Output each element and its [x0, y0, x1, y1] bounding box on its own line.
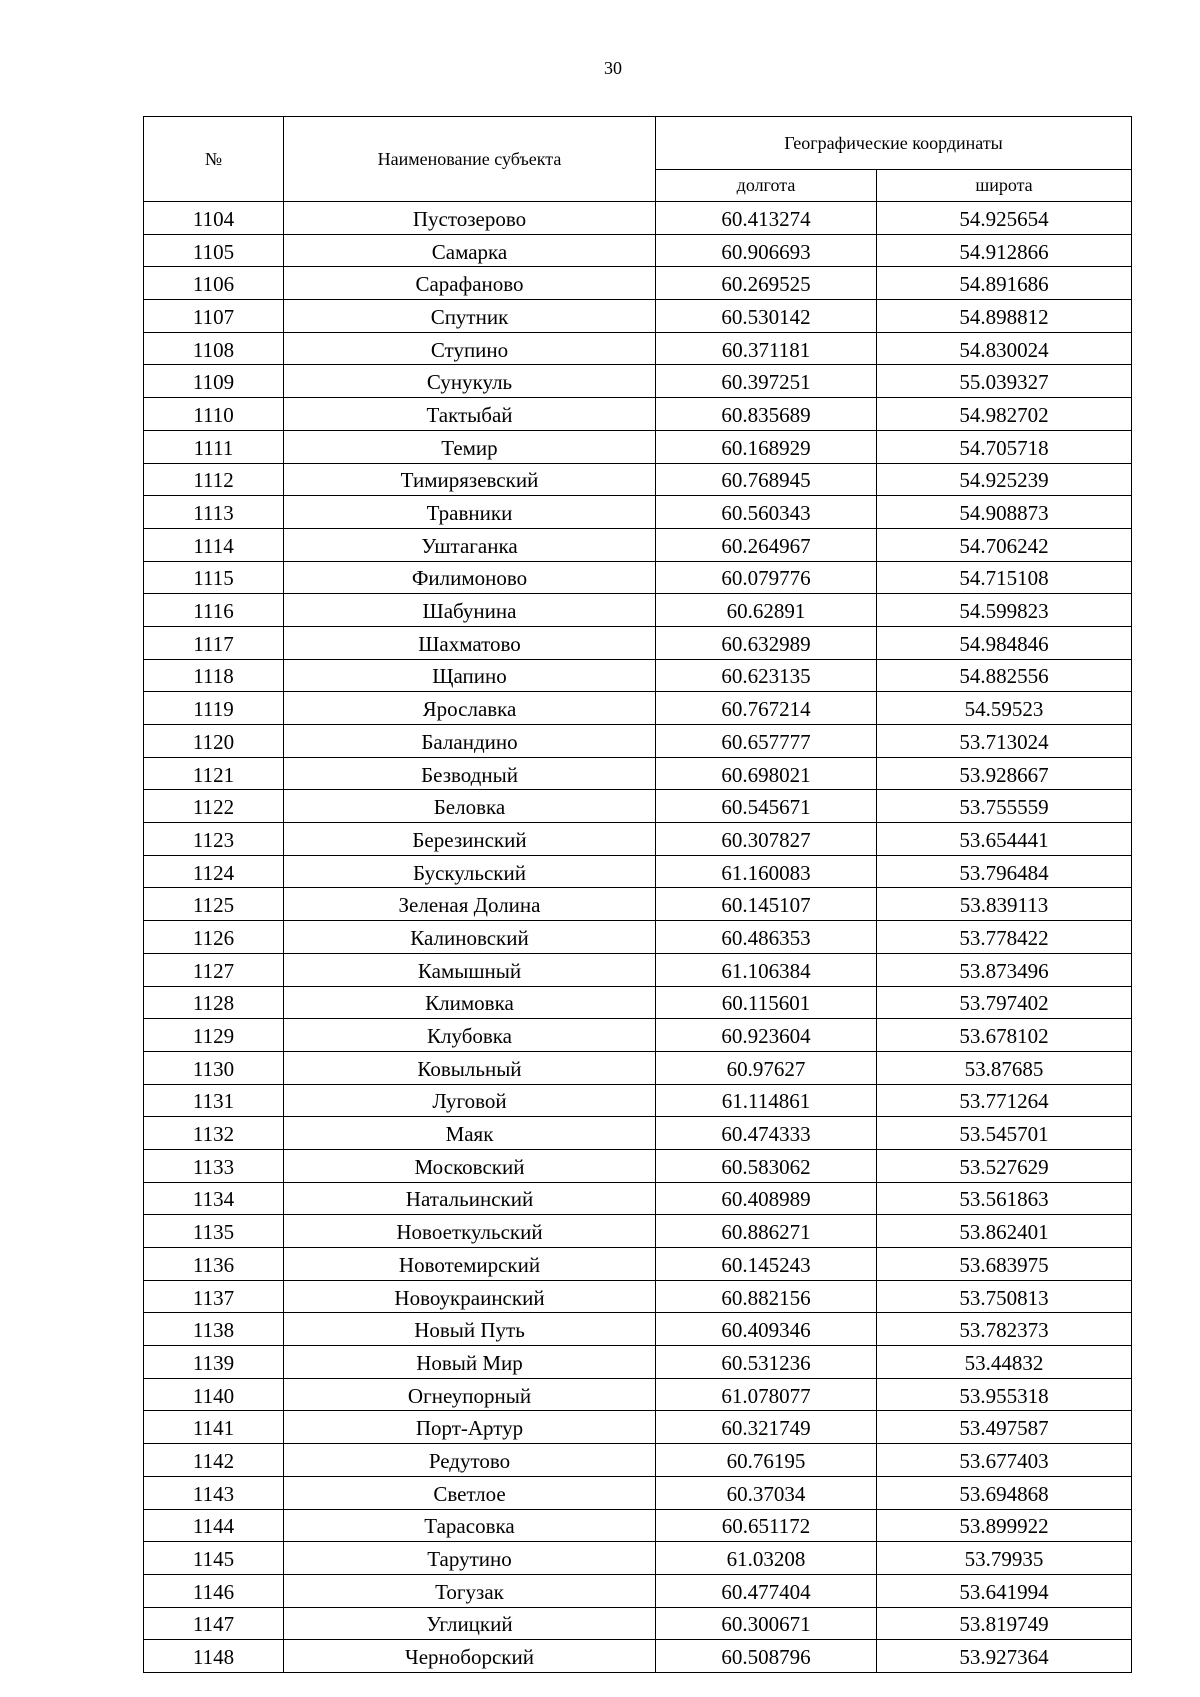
table-row: [144, 300, 1132, 333]
latitude-value: 53.44832: [877, 1346, 1132, 1379]
header-longitude: долгота: [656, 170, 877, 202]
row-number: 1104: [144, 202, 284, 235]
subject-name: Камышный: [284, 953, 656, 986]
longitude-value: 60.079776: [656, 561, 877, 594]
subject-name: Редутово: [284, 1444, 656, 1477]
subject-name: Маяк: [284, 1117, 656, 1150]
latitude-value: 54.706242: [877, 528, 1132, 561]
row-number: 1131: [144, 1084, 284, 1117]
longitude-value: 60.145243: [656, 1248, 877, 1281]
table-row: [144, 855, 1132, 888]
subject-name: Порт-Артур: [284, 1411, 656, 1444]
subject-name: Пустозерово: [284, 202, 656, 235]
table-body: [144, 202, 1132, 1673]
row-number: 1128: [144, 986, 284, 1019]
table-row: [144, 888, 1132, 921]
table-row: [144, 332, 1132, 365]
latitude-value: 54.891686: [877, 267, 1132, 300]
table-row: [144, 594, 1132, 627]
subject-name: Луговой: [284, 1084, 656, 1117]
subject-name: Тактыбай: [284, 398, 656, 431]
subject-name: Тарутино: [284, 1542, 656, 1575]
row-number: 1114: [144, 528, 284, 561]
latitude-value: 53.545701: [877, 1117, 1132, 1150]
table-row: [144, 1640, 1132, 1673]
header-number: №: [144, 117, 284, 202]
row-number: 1141: [144, 1411, 284, 1444]
row-number: 1145: [144, 1542, 284, 1575]
subject-name: Щапино: [284, 659, 656, 692]
longitude-value: 60.409346: [656, 1313, 877, 1346]
longitude-value: 60.37034: [656, 1476, 877, 1509]
longitude-value: 60.923604: [656, 1019, 877, 1052]
row-number: 1139: [144, 1346, 284, 1379]
latitude-value: 53.678102: [877, 1019, 1132, 1052]
latitude-value: 53.677403: [877, 1444, 1132, 1477]
row-number: 1105: [144, 234, 284, 267]
row-number: 1123: [144, 823, 284, 856]
longitude-value: 60.530142: [656, 300, 877, 333]
table-row: [144, 463, 1132, 496]
subject-name: Клубовка: [284, 1019, 656, 1052]
table-row: [144, 1215, 1132, 1248]
coordinates-table: [143, 116, 1132, 1673]
subject-name: Углицкий: [284, 1607, 656, 1640]
subject-name: Тимирязевский: [284, 463, 656, 496]
subject-name: Березинский: [284, 823, 656, 856]
longitude-value: 60.651172: [656, 1509, 877, 1542]
longitude-value: 60.657777: [656, 725, 877, 758]
longitude-value: 60.397251: [656, 365, 877, 398]
row-number: 1146: [144, 1574, 284, 1607]
subject-name: Шахматово: [284, 626, 656, 659]
latitude-value: 54.912866: [877, 234, 1132, 267]
latitude-value: 53.928667: [877, 757, 1132, 790]
table-row: [144, 1313, 1132, 1346]
latitude-value: 54.982702: [877, 398, 1132, 431]
header-latitude: широта: [877, 170, 1132, 202]
row-number: 1117: [144, 626, 284, 659]
subject-name: Зеленая Долина: [284, 888, 656, 921]
table-header: [144, 117, 1132, 202]
row-number: 1106: [144, 267, 284, 300]
longitude-value: 60.583062: [656, 1149, 877, 1182]
page-number: 30: [604, 58, 622, 78]
latitude-value: 54.925654: [877, 202, 1132, 235]
longitude-value: 60.623135: [656, 659, 877, 692]
header-geo-coordinates: Географические координаты: [656, 117, 1132, 170]
table-row: [144, 757, 1132, 790]
subject-name: Московский: [284, 1149, 656, 1182]
longitude-value: 60.413274: [656, 202, 877, 235]
table-row: [144, 953, 1132, 986]
row-number: 1110: [144, 398, 284, 431]
row-number: 1124: [144, 855, 284, 888]
longitude-value: 60.767214: [656, 692, 877, 725]
latitude-value: 53.79935: [877, 1542, 1132, 1575]
longitude-value: 60.371181: [656, 332, 877, 365]
row-number: 1127: [144, 953, 284, 986]
table-row: [144, 1542, 1132, 1575]
table-row: [144, 626, 1132, 659]
table-row: [144, 1607, 1132, 1640]
subject-name: Черноборский: [284, 1640, 656, 1673]
latitude-value: 53.87685: [877, 1051, 1132, 1084]
latitude-value: 53.771264: [877, 1084, 1132, 1117]
latitude-value: 53.713024: [877, 725, 1132, 758]
row-number: 1142: [144, 1444, 284, 1477]
table-row: [144, 1411, 1132, 1444]
latitude-value: 53.755559: [877, 790, 1132, 823]
subject-name: Сунукуль: [284, 365, 656, 398]
latitude-value: 53.694868: [877, 1476, 1132, 1509]
table-row: [144, 823, 1132, 856]
longitude-value: 61.078077: [656, 1378, 877, 1411]
latitude-value: 53.955318: [877, 1378, 1132, 1411]
subject-name: Новотемирский: [284, 1248, 656, 1281]
longitude-value: 60.264967: [656, 528, 877, 561]
row-number: 1108: [144, 332, 284, 365]
subject-name: Уштаганка: [284, 528, 656, 561]
latitude-value: 53.527629: [877, 1149, 1132, 1182]
row-number: 1112: [144, 463, 284, 496]
row-number: 1135: [144, 1215, 284, 1248]
table-row: [144, 1084, 1132, 1117]
longitude-value: 60.698021: [656, 757, 877, 790]
subject-name: Ковыльный: [284, 1051, 656, 1084]
row-number: 1134: [144, 1182, 284, 1215]
row-number: 1109: [144, 365, 284, 398]
table-row: [144, 267, 1132, 300]
longitude-value: 60.97627: [656, 1051, 877, 1084]
latitude-value: 53.862401: [877, 1215, 1132, 1248]
latitude-value: 54.925239: [877, 463, 1132, 496]
row-number: 1133: [144, 1149, 284, 1182]
longitude-value: 60.768945: [656, 463, 877, 496]
longitude-value: 60.486353: [656, 921, 877, 954]
subject-name: Тарасовка: [284, 1509, 656, 1542]
row-number: 1107: [144, 300, 284, 333]
latitude-value: 53.683975: [877, 1248, 1132, 1281]
subject-name: Беловка: [284, 790, 656, 823]
table-row: [144, 1149, 1132, 1182]
longitude-value: 60.300671: [656, 1607, 877, 1640]
table-row: [144, 1019, 1132, 1052]
table-row: [144, 725, 1132, 758]
table-row: [144, 430, 1132, 463]
table-row: [144, 1182, 1132, 1215]
subject-name: Новоукраинский: [284, 1280, 656, 1313]
longitude-value: 61.114861: [656, 1084, 877, 1117]
subject-name: Сарафаново: [284, 267, 656, 300]
table-row: [144, 1117, 1132, 1150]
latitude-value: 53.778422: [877, 921, 1132, 954]
latitude-value: 55.039327: [877, 365, 1132, 398]
longitude-value: 60.560343: [656, 496, 877, 529]
subject-name: Огнеупорный: [284, 1378, 656, 1411]
row-number: 1113: [144, 496, 284, 529]
subject-name: Шабунина: [284, 594, 656, 627]
table-row: [144, 561, 1132, 594]
table-row: [144, 1574, 1132, 1607]
longitude-value: 61.160083: [656, 855, 877, 888]
table-row: [144, 1346, 1132, 1379]
row-number: 1129: [144, 1019, 284, 1052]
subject-name: Тогузак: [284, 1574, 656, 1607]
latitude-value: 54.898812: [877, 300, 1132, 333]
longitude-value: 60.508796: [656, 1640, 877, 1673]
subject-name: Самарка: [284, 234, 656, 267]
longitude-value: 60.76195: [656, 1444, 877, 1477]
table-row: [144, 1248, 1132, 1281]
row-number: 1144: [144, 1509, 284, 1542]
row-number: 1116: [144, 594, 284, 627]
row-number: 1118: [144, 659, 284, 692]
row-number: 1130: [144, 1051, 284, 1084]
subject-name: Новоеткульский: [284, 1215, 656, 1248]
longitude-value: 60.62891: [656, 594, 877, 627]
row-number: 1125: [144, 888, 284, 921]
longitude-value: 60.321749: [656, 1411, 877, 1444]
longitude-value: 60.531236: [656, 1346, 877, 1379]
row-number: 1147: [144, 1607, 284, 1640]
row-number: 1122: [144, 790, 284, 823]
subject-name: Ярославка: [284, 692, 656, 725]
row-number: 1132: [144, 1117, 284, 1150]
longitude-value: 60.886271: [656, 1215, 877, 1248]
subject-name: Филимоново: [284, 561, 656, 594]
table-row: [144, 1280, 1132, 1313]
table-row: [144, 1509, 1132, 1542]
subject-name: Новый Мир: [284, 1346, 656, 1379]
longitude-value: 60.545671: [656, 790, 877, 823]
longitude-value: 60.408989: [656, 1182, 877, 1215]
latitude-value: 54.830024: [877, 332, 1132, 365]
longitude-value: 61.03208: [656, 1542, 877, 1575]
subject-name: Ступино: [284, 332, 656, 365]
latitude-value: 53.839113: [877, 888, 1132, 921]
subject-name: Натальинский: [284, 1182, 656, 1215]
table-row: [144, 528, 1132, 561]
longitude-value: 60.307827: [656, 823, 877, 856]
latitude-value: 53.873496: [877, 953, 1132, 986]
latitude-value: 53.782373: [877, 1313, 1132, 1346]
longitude-value: 60.115601: [656, 986, 877, 1019]
row-number: 1138: [144, 1313, 284, 1346]
subject-name: Бускульский: [284, 855, 656, 888]
longitude-value: 61.106384: [656, 953, 877, 986]
longitude-value: 60.906693: [656, 234, 877, 267]
longitude-value: 60.632989: [656, 626, 877, 659]
latitude-value: 53.561863: [877, 1182, 1132, 1215]
row-number: 1136: [144, 1248, 284, 1281]
table-row: [144, 234, 1132, 267]
row-number: 1120: [144, 725, 284, 758]
table-row: [144, 202, 1132, 235]
row-number: 1115: [144, 561, 284, 594]
row-number: 1143: [144, 1476, 284, 1509]
latitude-value: 54.705718: [877, 430, 1132, 463]
longitude-value: 60.145107: [656, 888, 877, 921]
subject-name: Темир: [284, 430, 656, 463]
table-row: [144, 1051, 1132, 1084]
latitude-value: 54.984846: [877, 626, 1132, 659]
subject-name: Светлое: [284, 1476, 656, 1509]
latitude-value: 53.497587: [877, 1411, 1132, 1444]
latitude-value: 53.654441: [877, 823, 1132, 856]
row-number: 1140: [144, 1378, 284, 1411]
latitude-value: 53.797402: [877, 986, 1132, 1019]
table-row: [144, 1378, 1132, 1411]
table-row: [144, 1444, 1132, 1477]
longitude-value: 60.168929: [656, 430, 877, 463]
latitude-value: 53.641994: [877, 1574, 1132, 1607]
longitude-value: 60.882156: [656, 1280, 877, 1313]
latitude-value: 54.599823: [877, 594, 1132, 627]
table-row: [144, 692, 1132, 725]
subject-name: Новый Путь: [284, 1313, 656, 1346]
table-row: [144, 398, 1132, 431]
row-number: 1111: [144, 430, 284, 463]
latitude-value: 53.750813: [877, 1280, 1132, 1313]
latitude-value: 53.899922: [877, 1509, 1132, 1542]
latitude-value: 54.59523: [877, 692, 1132, 725]
row-number: 1126: [144, 921, 284, 954]
longitude-value: 60.269525: [656, 267, 877, 300]
subject-name: Безводный: [284, 757, 656, 790]
table-row: [144, 790, 1132, 823]
table-row: [144, 921, 1132, 954]
subject-name: Баландино: [284, 725, 656, 758]
longitude-value: 60.835689: [656, 398, 877, 431]
latitude-value: 53.927364: [877, 1640, 1132, 1673]
longitude-value: 60.477404: [656, 1574, 877, 1607]
table-row: [144, 659, 1132, 692]
latitude-value: 53.819749: [877, 1607, 1132, 1640]
table-row: [144, 1476, 1132, 1509]
row-number: 1121: [144, 757, 284, 790]
subject-name: Спутник: [284, 300, 656, 333]
subject-name: Травники: [284, 496, 656, 529]
header-name: Наименование субъекта: [284, 117, 656, 202]
latitude-value: 54.715108: [877, 561, 1132, 594]
subject-name: Калиновский: [284, 921, 656, 954]
table-row: [144, 496, 1132, 529]
row-number: 1119: [144, 692, 284, 725]
latitude-value: 54.908873: [877, 496, 1132, 529]
longitude-value: 60.474333: [656, 1117, 877, 1150]
subject-name: Климовка: [284, 986, 656, 1019]
row-number: 1137: [144, 1280, 284, 1313]
row-number: 1148: [144, 1640, 284, 1673]
table-row: [144, 986, 1132, 1019]
latitude-value: 53.796484: [877, 855, 1132, 888]
table-row: [144, 365, 1132, 398]
latitude-value: 54.882556: [877, 659, 1132, 692]
